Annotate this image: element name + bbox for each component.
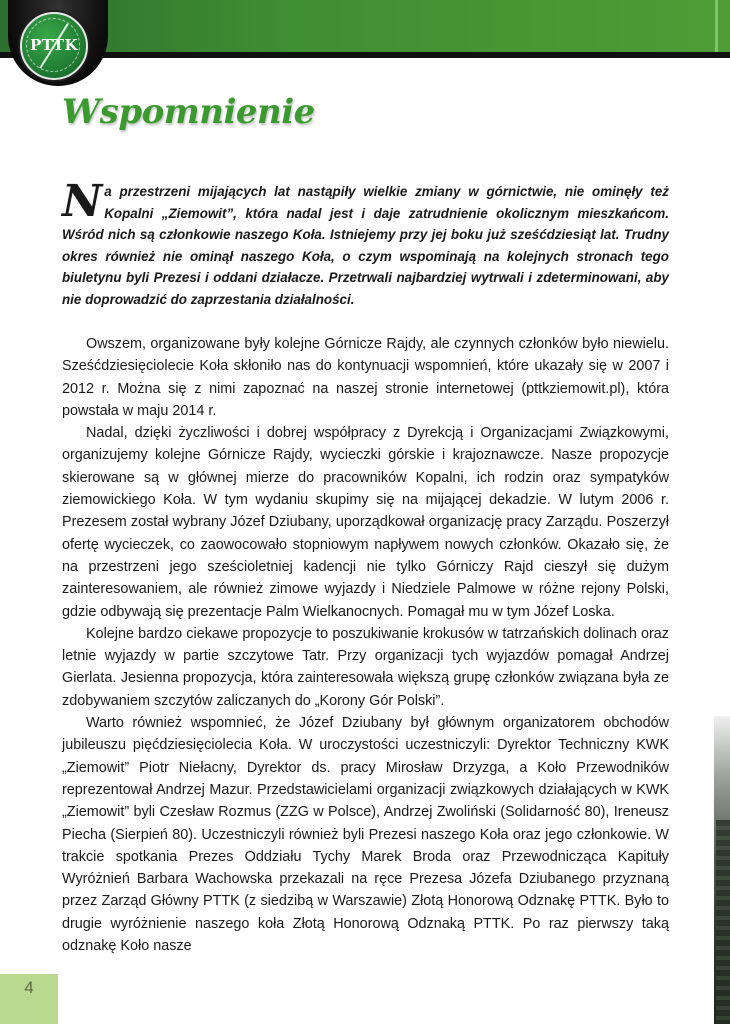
article-body [62, 333, 669, 957]
logo-text: PTTK [29, 36, 79, 54]
pttk-logo [20, 12, 88, 80]
body-paragraph: Owszem, organizowane były kolejne Górnicze Rajdy, ale czynnych członków było niewielu. Sześćdziesięciolecie Koła skłoniło nas do kontynuacji wspomnień, które ukazały się w 2007 i 2012 r. Można się z nimi zapoznać na naszej stronie internetowej (pttkziemowit.pl), która powstała w maju 2014 r. [62, 336, 669, 419]
header-bar [0, 0, 730, 52]
header-accent-stripe [715, 0, 718, 52]
intro-text: a przestrzeni mijających lat nastąpiły wielkie zmiany w górnictwie, nie ominęły też Kopalni „Ziemowit”, która nadal jest i daje zatrudnienie okolicznym mieszkańcom. Wśród nich są członkowie naszego Koła. Istniejemy przy jej boku już sześćdziesiąt lat. Trudny okres również nie ominął naszego Koła, o czym wspominają na kolejnych stronach tego biuletynu byli Prezesi i oddani działacze. Przetrwali najbardziej wytrwali i zdeterminowani, aby nie doprowadzić do zaprzestania działalności. [62, 184, 669, 307]
page-title: Wspomnienie [62, 92, 315, 132]
body-paragraph: Warto również wspomnieć, że Józef Dziubany był głównym organizatorem obchodów jubileuszu pięćdziesięciolecia Koła. W uroczystości uczestniczyli: Dyrektor Techniczny KWK „Ziemowit” Piotr Niełacny, Dyrektor ds. pracy Mirosław Drzyzga, a Koło Przewodników reprezentował Andrzej Mazur. Przedstawicielami organizacji związkowych działających w KWK „Ziemowit” byli Czesław Rozmus (ZZG w Polsce), Andrzej Zwoliński (Solidarność 80), Ireneusz Piecha (Sierpień 80). Uczestniczyli również byli Prezesi naszego Koła oraz jego członkowie. W trakcie spotkania Prezes Oddziału Tychy Marek Broda oraz Przewodnicząca Kapituły Wyróżnień Barbara Wachowska przekazali na ręce Prezesa Józefa Dziubanego przyznaną przez Zarząd Główny PTTK (z siedzibą w Warszawie) Złotą Honorową Odznakę PTTK. Było to drugie wyróżnienie naszego koła Złotą Honorową Odznaką PTTK. Po raz pierwszy taką odznakę Koło nasze [62, 715, 669, 955]
drop-cap: N [62, 176, 103, 227]
intro-paragraph [62, 176, 669, 311]
forest-photo-edge [716, 820, 730, 1024]
body-paragraph: Nadal, dzięki życzliwości i dobrej współpracy z Dyrekcją i Organizacjami Związkowymi, organizujemy kolejne Górnicze Rajdy, wycieczki górskie i krajoznawcze. Nasze propozycje skierowane są w głównej mierze do pracowników Kopalni, ich rodzin oraz sympatyków ziemowickiego Koła. W tym wydaniu skupimy się na mijającej dekadzie. W lutym 2006 r. Prezesem został wybrany Józef Dziubany, uporządkował organizację pracy Zarządu. Poszerzył ofertę wycieczek, co zaowocowało stopniowym napływem nowych członków. Okazało się, że na przestrzeni jego sześcioletniej kadencji nie tylko Górniczy Rajd cieszył się dużym zainteresowaniem, ale również zimowe wyjazdy i Niedziele Palmowe w różne rejony Polski, gdzie odbywają się prezentacje Palm Wielkanocnych. Pomagał mu w tym Józef Loska. [62, 425, 669, 620]
body-paragraph: Kolejne bardzo ciekawe propozycje to poszukiwanie krokusów w tatrzańskich dolinach oraz letnie wyjazdy w partie szczytowe Tatr. Przy organizacji tych wyjazdów pomagał Andrzej Gierlata. Jesienna propozycja, która zainteresowała większą grupę członków związana była ze zdobywaniem szczytów zaliczanych do „Korony Gór Polski”. [62, 625, 669, 709]
page-number: 4 [24, 978, 34, 997]
